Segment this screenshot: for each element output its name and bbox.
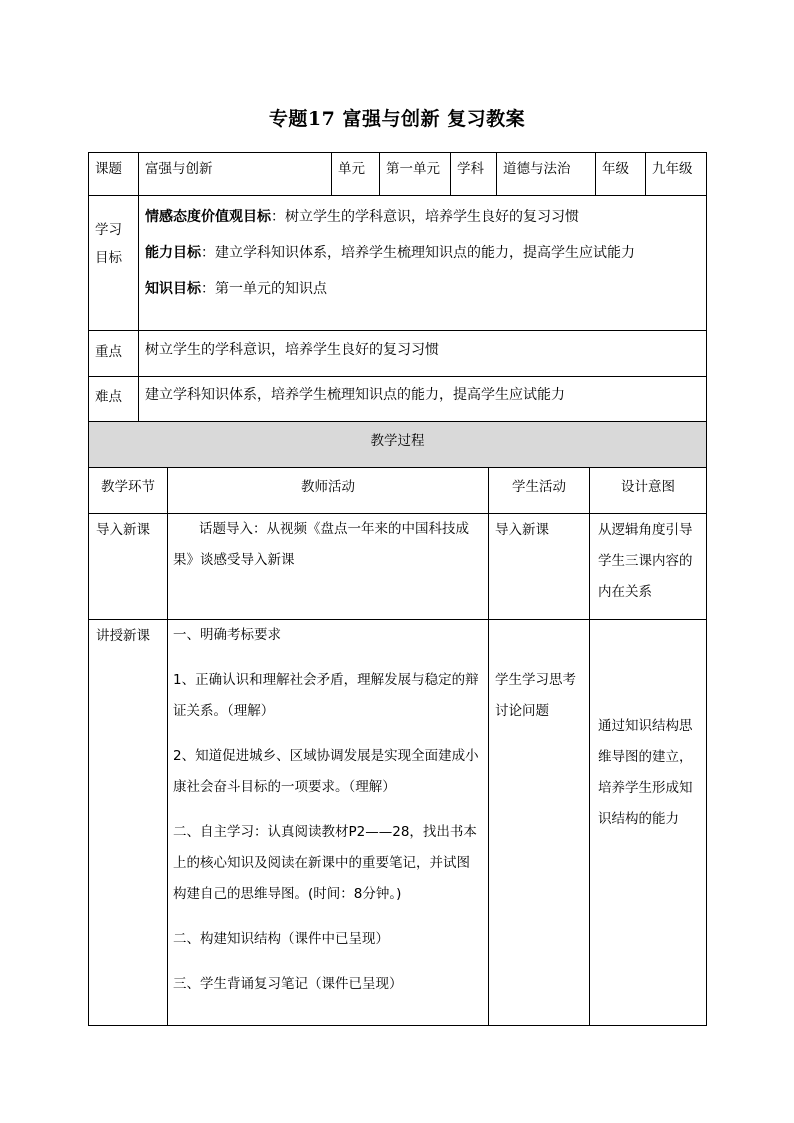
goals-label [89,196,139,331]
goals-content [139,196,707,331]
col-teacher: 教师活动 [168,468,489,514]
process-header: 教学过程 [89,422,707,468]
intro-row [89,514,707,620]
column-header-row [89,468,707,514]
lecture-stage: 讲授新课 [89,620,168,1026]
goal-emotion [145,200,702,236]
goal-ability [145,236,702,272]
key-point-row [89,331,707,377]
lecture-item-6: 三、学生背诵复习笔记（课件已呈现） [173,976,403,992]
lecture-item-3: 2、知道促进城乡、区域协调发展是实现全面建成小康社会奋斗目标的一项要求。（理解） [173,748,479,795]
lecture-item-5: 二、构建知识结构（课件中已呈现） [173,931,389,947]
col-design: 设计意图 [590,468,707,514]
page-title: 专题17 富强与创新 复习教案 [268,108,526,130]
goals-label-line2: 目标 [95,250,122,266]
intro-design: 从逻辑角度引导学生三课内容的内在关系 [590,514,707,620]
lecture-item-2: 1、正确认识和理解社会矛盾，理解发展与稳定的辩证关系。（理解） [173,672,479,719]
process-table [88,421,707,1026]
lecture-item-1: 一、明确考标要求 [173,627,281,643]
goal-ability-title: 能力目标 [145,245,201,261]
col-stage: 教学环节 [89,468,168,514]
grade-label: 年级 [596,153,646,196]
intro-stage: 导入新课 [89,514,168,620]
lecture-student: 学生学习思考讨论问题 [489,620,590,1026]
unit-label: 单元 [332,153,380,196]
grade-value: 九年级 [646,153,707,196]
lecture-item-4: 二、自主学习：认真阅读教材P2——28，找出书本上的核心知识及阅读在新课中的重要笔记，并试图构建自己的思维导图。(时间：8分钟。) [173,824,477,902]
goal-emotion-title: 情感态度价值观目标 [145,209,271,225]
key-point-label: 重点 [89,331,139,377]
header-row [89,153,707,196]
intro-student: 导入新课 [489,514,590,620]
goal-emotion-text: ：树立学生的学科意识，培养学生良好的复习习惯 [271,209,579,225]
process-header-row [89,422,707,468]
subject-value: 道德与法治 [497,153,596,196]
goal-ability-text: ：建立学科知识体系，培养学生梳理知识点的能力，提高学生应试能力 [201,245,635,261]
intro-teacher: 话题导入：从视频《盘点一年来的中国科技成果》谈感受导入新课 [168,514,489,620]
goal-knowledge-title: 知识目标 [145,281,201,297]
unit-value: 第一单元 [380,153,451,196]
course-label: 课题 [89,153,139,196]
difficulty-row [89,377,707,422]
col-student: 学生活动 [489,468,590,514]
difficulty-label: 难点 [89,377,139,422]
lesson-info-table [88,152,707,422]
lecture-teacher [168,620,489,1026]
goal-knowledge [145,272,702,308]
subject-label: 学科 [451,153,497,196]
goals-label-line1: 学习 [95,222,122,238]
goals-row [89,196,707,331]
key-point-text: 树立学生的学科意识，培养学生良好的复习习惯 [139,331,707,377]
lecture-row [89,620,707,1026]
lecture-design: 通过知识结构思维导图的建立，培养学生形成知识结构的能力 [590,620,707,1026]
course-value: 富强与创新 [139,153,332,196]
goal-knowledge-text: ：第一单元的知识点 [201,281,327,297]
difficulty-text: 建立学科知识体系，培养学生梳理知识点的能力，提高学生应试能力 [139,377,707,422]
